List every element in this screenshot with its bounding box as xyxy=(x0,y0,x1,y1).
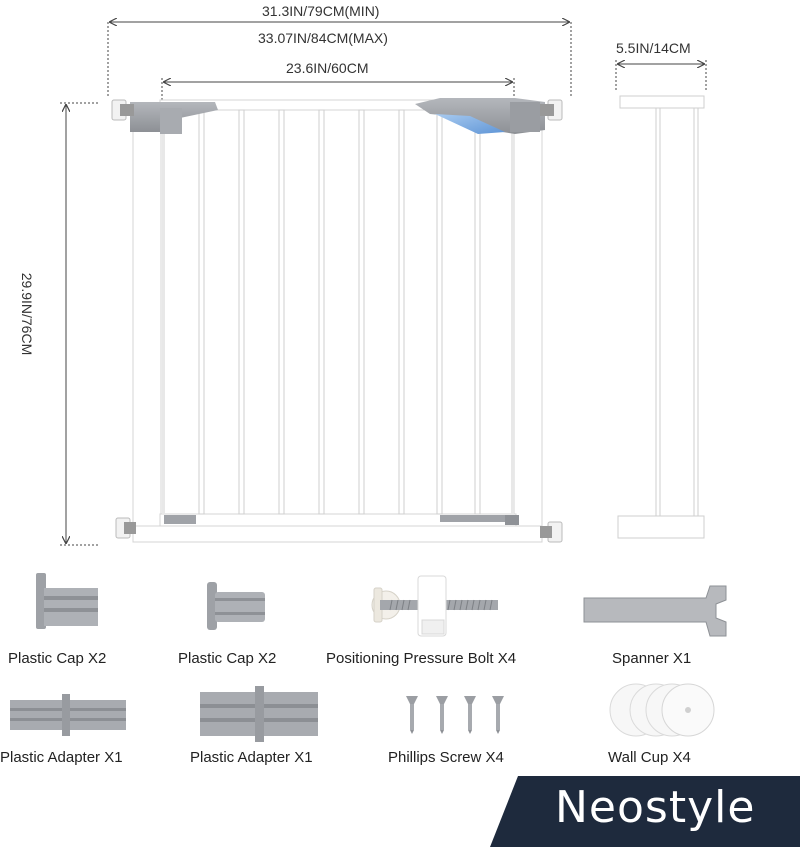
hinge-icon xyxy=(130,102,218,134)
wall-cup-icon xyxy=(610,684,714,736)
plastic-cap-large-icon xyxy=(36,573,98,629)
part-label: Plastic Adapter X1 xyxy=(190,749,313,766)
pressure-bolt-icon xyxy=(372,576,498,636)
gate-frame xyxy=(133,100,542,542)
plastic-adapter-thin-icon xyxy=(10,694,126,736)
width-max-label: 33.07IN/84CM(MAX) xyxy=(258,30,388,46)
door-width-label: 23.6IN/60CM xyxy=(286,60,369,76)
width-min-label: 31.3IN/79CM(MIN) xyxy=(262,3,380,19)
gate-bars xyxy=(199,110,480,514)
part-label: Wall Cup X4 xyxy=(608,749,691,766)
spanner-icon xyxy=(584,586,726,636)
part-label: Spanner X1 xyxy=(612,650,692,667)
part-label: Plastic Cap X2 xyxy=(8,650,107,667)
plastic-adapter-thick-icon xyxy=(200,686,318,742)
part-label: Positioning Pressure Bolt X4 xyxy=(326,650,517,667)
phillips-screw-icon xyxy=(406,696,504,734)
part-label: Plastic Cap X2 xyxy=(178,650,277,667)
gate-bolt-icons xyxy=(112,100,562,542)
extension-width-label: 5.5IN/14CM xyxy=(616,40,691,56)
part-label: Phillips Screw X4 xyxy=(388,749,504,766)
plastic-cap-small-icon xyxy=(207,582,265,630)
extension-panel xyxy=(618,96,704,538)
brand-name: Neostyle xyxy=(555,782,756,833)
part-label: Plastic Adapter X1 xyxy=(0,749,123,766)
handle-icon xyxy=(415,98,545,134)
height-label: 29.9IN/76CM xyxy=(19,272,36,356)
